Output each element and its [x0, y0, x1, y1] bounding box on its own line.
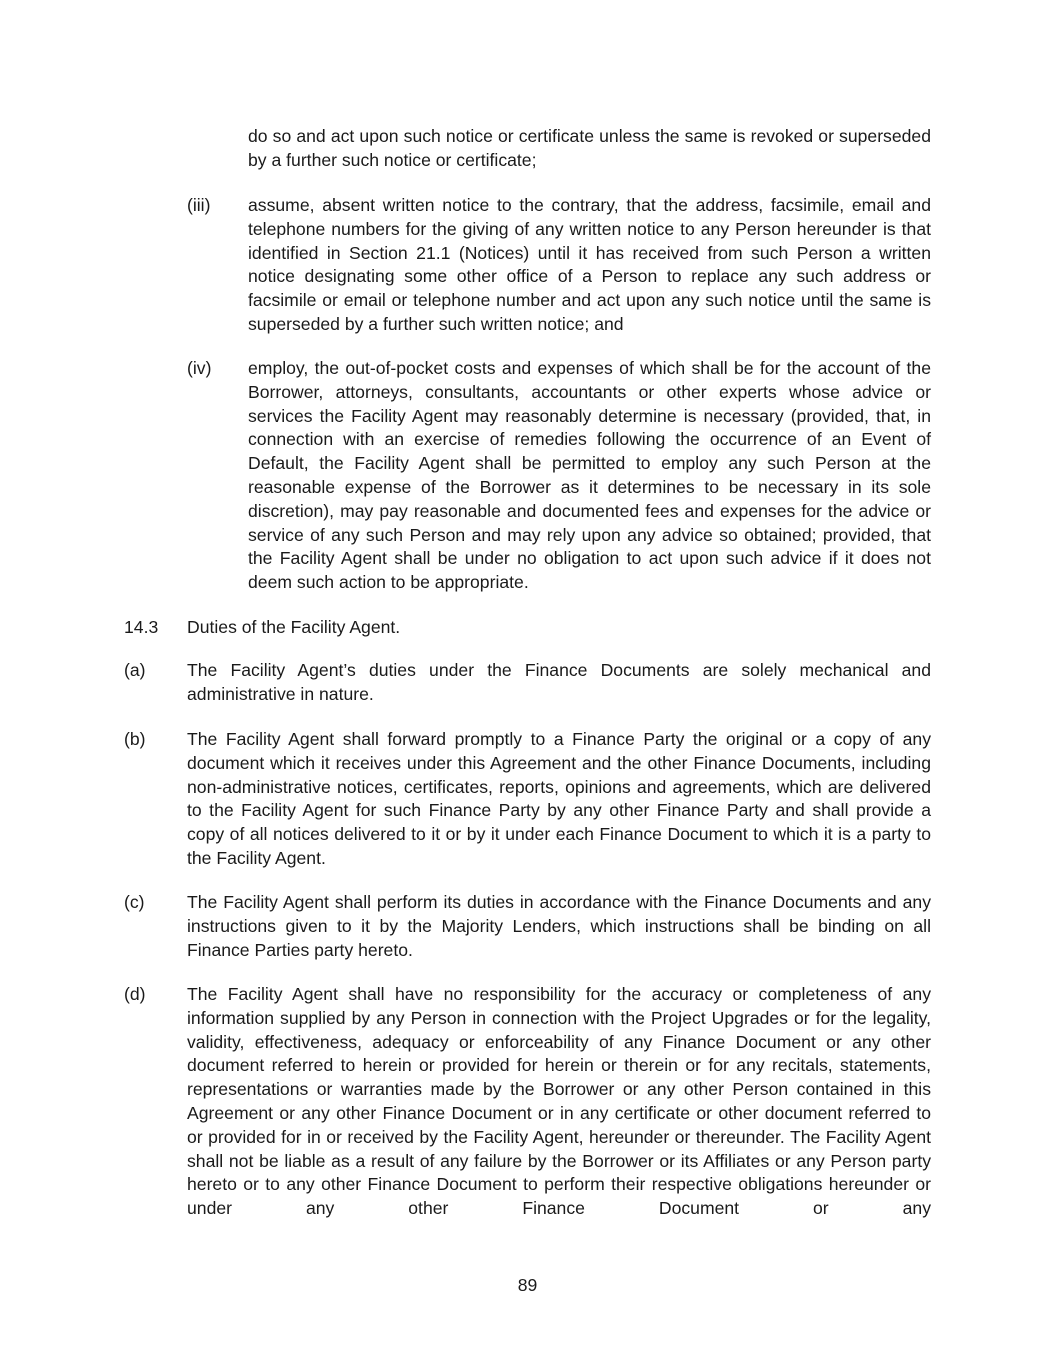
clause-marker: (c): [124, 892, 145, 912]
sub-item-text: employ, the out-of-pocket costs and expenses of which shall be for the account of the Borrower, attorneys, consultants, accountants or other experts whose advice or services the Facility Agent may reasonably determine is necessary (provided, that, in connection with an exercise of remedies following the occurrence of an Event of Default, the Facility Agent shall be permitted to employ any such Person at the reasonable expense of the Borrower as it determines to be necessary in its sole discretion), may pay reasonable and documented fees and expenses for the advice or service of any such Person and may rely upon any advice so obtained; provided, that the Facility Agent shall be under no obligation to act upon such advice if it does not deem such action to be appropriate.: [248, 358, 931, 593]
sub-item-text: assume, absent written notice to the contrary, that the address, facsimile, email and telephone numbers for the giving of any written notice to any Person hereunder is that identified in Section 21.1 (Notices) until it has received from such Person a written notice designating some other office of a Person to replace any such address or facsimile or email or telephone number and act upon any such notice until the same is superseded by a further such written notice; and: [248, 195, 931, 334]
clause-text: The Facility Agent shall have no responsibility for the accuracy or completeness of any information supplied by any Person in connection with the Project Upgrades or for the legality, validity, effectiveness, adequacy or enforceability of any Finance Document or any other document referred to herein or provided for herein or therein or for any recitals, statements, representations or warranties made by the Borrower or any other Person contained in this Agreement or any other Finance Document or in any certificate or other document referred to or provided for in or received by the Facility Agent, hereunder or thereunder. The Facility Agent shall not be liable as a result of any failure by the Borrower or its Affiliates or any Person party hereto or to any other Finance Document to perform their respective obligations hereunder or under any other Finance Document or any: [187, 984, 931, 1219]
sub-item-marker: (iv): [187, 358, 212, 378]
continuation-paragraph: do so and act upon such notice or certificate unless the same is revoked or superseded by a further such notice or certificate;: [248, 126, 931, 170]
clause-text: The Facility Agent’s duties under the Finance Documents are solely mechanical and administrative in nature.: [187, 660, 931, 704]
clause-marker: (d): [124, 984, 146, 1004]
clause-marker: (a): [124, 660, 146, 680]
clause-text: The Facility Agent shall forward promptly to a Finance Party the original or a copy of any document which it receives under this Agreement and the other Finance Documents, including non-administrative notices, certificates, reports, opinions and agreements, which are delivered to the Facility Agent for such Finance Party by any other Finance Party and shall provide a copy of all notices delivered to it or by it under each Finance Document to which it is a party to the Facility Agent.: [187, 729, 931, 868]
page-number: 89: [517, 1275, 538, 1295]
clause-marker: (b): [124, 729, 146, 749]
section-title: Duties of the Facility Agent.: [187, 617, 401, 637]
section-number: 14.3: [124, 617, 159, 637]
clause-text: The Facility Agent shall perform its duties in accordance with the Finance Documents and any instructions given to it by the Majority Lenders, which instructions shall be binding on all Finance Parties party hereto.: [187, 892, 931, 960]
sub-item-marker: (iii): [187, 195, 211, 215]
